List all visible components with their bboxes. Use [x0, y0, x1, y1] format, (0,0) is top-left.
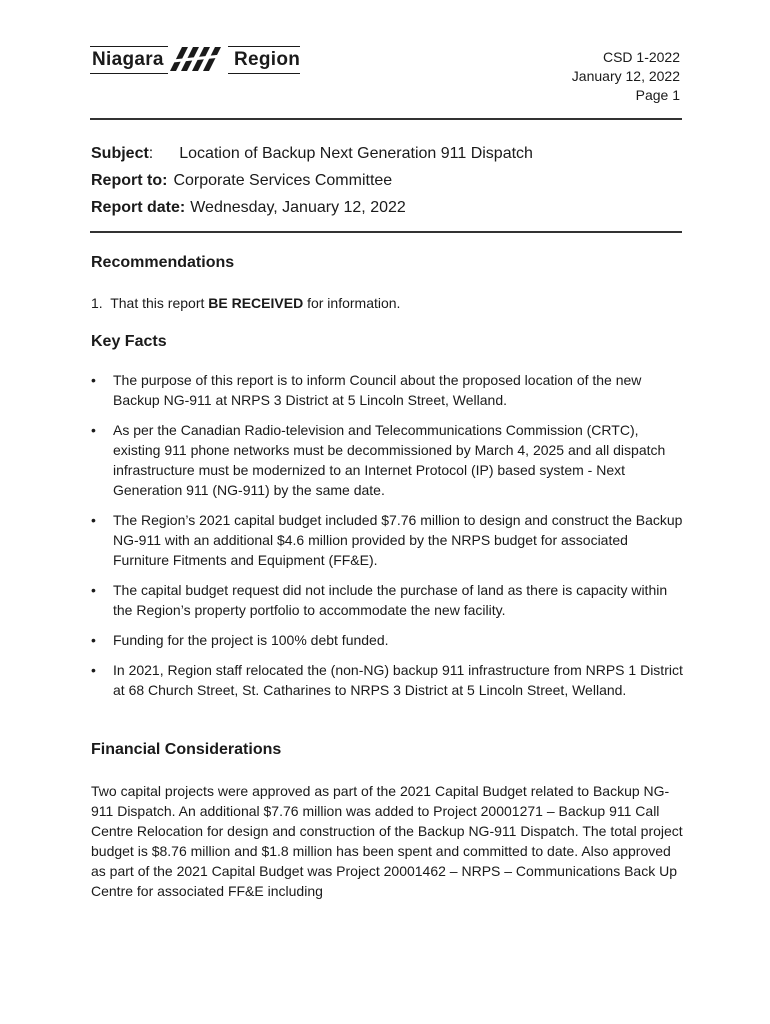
niagara-region-logo — [90, 42, 302, 78]
bullet-icon: • — [91, 422, 96, 438]
recommendations-section — [91, 253, 683, 313]
financial-section — [91, 740, 683, 901]
document-date: January 12, 2022 — [571, 68, 680, 84]
bullet-icon: • — [91, 632, 96, 648]
recommendation-text-before: That this report — [110, 295, 209, 311]
recommendation-bold: BE RECEIVED — [208, 295, 304, 311]
logo-word-region: Region — [234, 49, 301, 70]
bullet-icon: • — [91, 512, 96, 528]
key-fact-item — [91, 660, 683, 700]
key-fact-text: As per the Canadian Radio-television and Telecommunications Commission (CRTC), existing 911 phone networks must be decommissioned by March 4, 2025 and all dispatch infrastructure must be modernized to an Internet Protocol (IP) based system - Next Generation 911 (NG-911) by the same date. — [113, 422, 666, 498]
key-fact-text: In 2021, Region staff relocated the (non-NG) backup 911 infrastructure from NRPS 1 District at 68 Church Street, St. Catharines to NRPS 3 District at 5 Lincoln Street, Welland. — [113, 662, 683, 698]
financial-heading: Financial Considerations — [91, 741, 282, 758]
logo-word-niagara: Niagara — [92, 49, 164, 70]
bullet-icon: • — [91, 662, 96, 678]
recommendation-item — [91, 293, 683, 313]
report-to-label: Report to: — [91, 172, 168, 189]
subject-colon: : — [148, 145, 154, 162]
logo-rule-top-left — [90, 46, 168, 47]
key-fact-text: The capital budget request did not include the purchase of land as there is capacity within the Region’s property portfolio to accommodate the new facility. — [113, 582, 668, 618]
recommendation-number: 1. — [91, 295, 103, 311]
key-fact-item — [91, 510, 683, 570]
subject-label: Subject — [91, 145, 149, 162]
key-fact-text: Funding for the project is 100% debt funded. — [113, 632, 389, 648]
region-waves-icon — [168, 44, 226, 72]
key-facts-section — [91, 332, 683, 710]
subject-value: Location of Backup Next Generation 911 Dispatch — [179, 145, 533, 162]
subject-block — [91, 140, 533, 221]
key-facts-heading: Key Facts — [91, 333, 167, 350]
recommendation-text-after: for information. — [303, 295, 401, 311]
page-number: Page 1 — [635, 87, 680, 103]
header-divider — [90, 118, 682, 120]
report-to-value: Corporate Services Committee — [173, 172, 393, 189]
financial-paragraph: Two capital projects were approved as part of the 2021 Capital Budget related to Backup NG-911 Dispatch. An additional $7.76 million was added to Project 20001271 – Backup 911 Call Centre Relocation for design and construction of the Backup NG-911 Dispatch. The total project budget is $8.76 million and $1.8 million has been spent and committed to date. Also approved as part of the 2021 Capital Budget was Project 20001462 – NRPS – Communications Back Up Centre for associated FF&E including — [91, 783, 683, 899]
document-meta — [572, 48, 680, 105]
key-fact-item — [91, 630, 683, 650]
key-facts-list — [91, 370, 683, 700]
document-id: CSD 1-2022 — [602, 49, 680, 65]
bullet-icon: • — [91, 582, 96, 598]
recommendations-heading: Recommendations — [91, 254, 235, 271]
logo-rule-top-right — [228, 46, 300, 47]
subject-row — [91, 140, 533, 167]
bullet-icon: • — [91, 372, 96, 388]
report-date-label: Report date: — [91, 199, 186, 216]
subject-divider — [90, 231, 682, 233]
logo-rule-bottom-right — [228, 73, 300, 74]
report-date-row — [91, 194, 533, 221]
key-fact-item — [91, 420, 683, 500]
report-to-row — [91, 167, 533, 194]
key-fact-item — [91, 370, 683, 410]
logo-rule-bottom-left — [90, 73, 168, 74]
report-date-value: Wednesday, January 12, 2022 — [190, 199, 406, 216]
key-fact-text: The purpose of this report is to inform Council about the proposed location of the new Backup NG-911 at NRPS 3 District at 5 Lincoln Street, Welland. — [113, 372, 642, 408]
key-fact-text: The Region’s 2021 capital budget included $7.76 million to design and construct the Backup NG-911 with an additional $4.6 million provided by the NRPS budget for associated Furniture Fitments and Equipment (FF&E). — [113, 512, 683, 568]
key-fact-item — [91, 580, 683, 620]
